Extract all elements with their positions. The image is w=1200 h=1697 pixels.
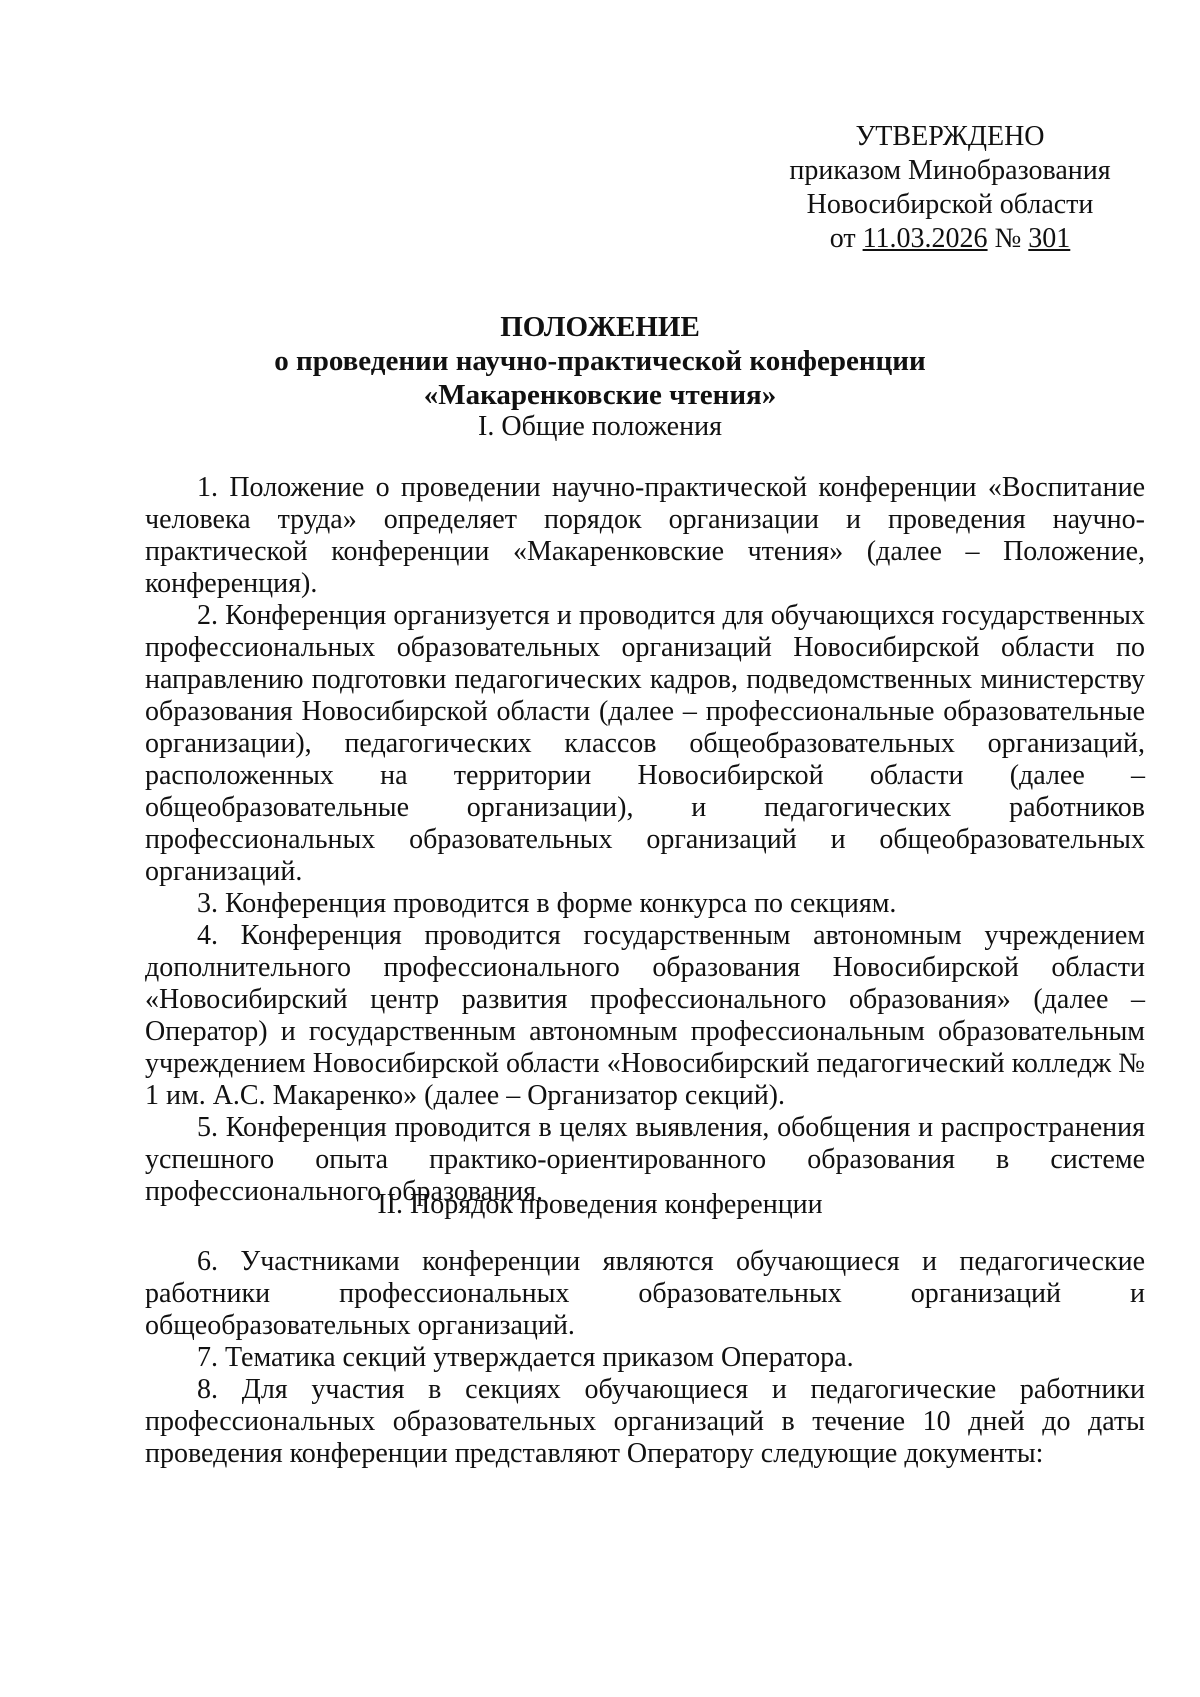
paragraph-1: 1. Положение о проведении научно-практической конференции «Воспитание человека труда» определяет порядок организации и проведения научно-практической конференции «Макаренковские чтения» (далее – Положение, конференция).: [145, 472, 1145, 599]
section-1-heading: I. Общие положения: [478, 411, 722, 442]
approval-number: 301: [1028, 223, 1071, 254]
approval-heading: УТВЕРЖДЕНО: [855, 121, 1045, 152]
approval-region-line: Новосибирской области: [806, 189, 1094, 220]
approval-date-number: [740, 222, 1160, 256]
document-title: [0, 310, 1200, 412]
approval-stamp: [740, 120, 1160, 256]
paragraph-7: 7. Тематика секций утверждается приказом Оператора.: [197, 1342, 854, 1373]
title-line-1: ПОЛОЖЕНИЕ: [500, 311, 700, 343]
paragraph-6: 6. Участниками конференции являются обучающиеся и педагогические работники профессиональных образовательных организаций и общеобразовательных организаций.: [145, 1246, 1145, 1341]
approval-date-prefix: от: [829, 223, 856, 254]
approval-date: 11.03.2026: [862, 223, 988, 254]
title-line-3: «Макаренковские чтения»: [423, 379, 777, 411]
approval-order-line: приказом Минобразования: [789, 155, 1111, 186]
paragraph-3: 3. Конференция проводится в форме конкурса по секциям.: [197, 888, 897, 919]
section-1-body: [145, 472, 1145, 1208]
paragraph-5: 5. Конференция проводится в целях выявления, обобщения и распространения успешного опыта практико-ориентированного образования в системе профессионального образования.: [145, 1112, 1145, 1207]
paragraph-8: 8. Для участия в секциях обучающиеся и педагогические работники профессиональных образовательных организаций в течение 10 дней до даты проведения конференции представляют Оператору следующие документы:: [145, 1374, 1145, 1469]
paragraph-4: 4. Конференция проводится государственным автономным учреждением дополнительного профессионального образования Новосибирской области «Новосибирский центр развития профессионального образования» (далее – Оператор) и государственным автономным профессиональным образовательным учреждением Новосибирской области «Новосибирский педагогический колледж № 1 им. А.С. Макаренко» (далее – Организатор секций).: [145, 920, 1145, 1111]
section-2-body: [145, 1246, 1145, 1470]
section-2-heading: II. Порядок проведения конференции: [377, 1189, 823, 1220]
title-line-2: о проведении научно-практической конференции: [274, 345, 926, 377]
approval-number-sign: №: [994, 223, 1022, 254]
paragraph-2: 2. Конференция организуется и проводится для обучающихся государственных профессиональных образовательных организаций Новосибирской области по направлению подготовки педагогических кадров, подведомственных министерству образования Новосибирской области (далее – профессиональные образовательные организации), педагогических классов общеобразовательных организаций, расположенных на территории Новосибирской области (далее – общеобразовательные организации), и педагогических работников профессиональных образовательных организаций и общеобразовательных организаций.: [145, 600, 1145, 887]
